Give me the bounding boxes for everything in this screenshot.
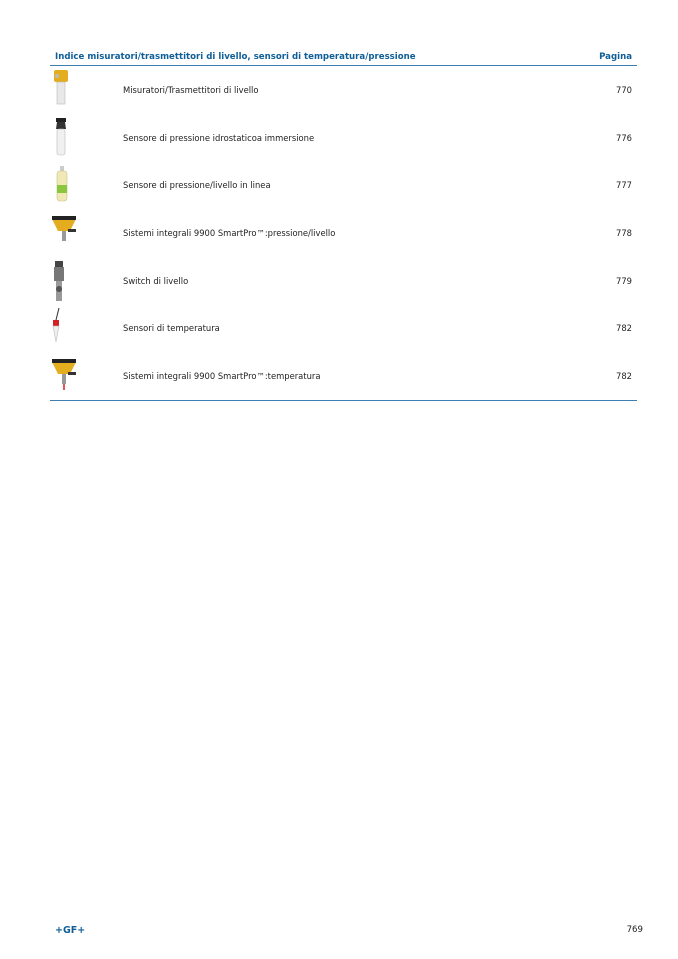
row-label: Switch di livello (123, 275, 189, 286)
index-row-inline-pressure[interactable] (50, 161, 637, 209)
row-label: Sensori di temperatura (123, 323, 220, 334)
smartpro-temperature-icon (50, 354, 80, 398)
index-row-smartpro-temperature[interactable] (50, 352, 637, 400)
index-row-level-transmitters[interactable] (50, 66, 637, 114)
row-label: Sensore di pressione/livello in linea (123, 180, 271, 191)
row-page: 770 (616, 84, 632, 95)
index-title: Indice misuratori/trasmettitori di livello, sensori di temperatura/pressione (55, 51, 416, 62)
row-page: 779 (616, 275, 632, 286)
row-page: 778 (616, 227, 632, 238)
index-bottom-rule (50, 400, 637, 401)
temperature-sensor-icon (50, 306, 80, 350)
page-column-header: Pagina (599, 51, 632, 62)
row-page: 782 (616, 370, 632, 381)
index-row-smartpro-pressure[interactable] (50, 209, 637, 257)
index-table (50, 49, 637, 401)
page-number: 769 (626, 925, 643, 935)
smartpro-transmitter-icon (50, 211, 80, 255)
row-label: Sistemi integrali 9900 SmartPro™:temperatura (123, 370, 321, 381)
row-label: Sistemi integrali 9900 SmartPro™:pressione/livello (123, 227, 336, 238)
inline-pressure-sensor-icon (50, 163, 80, 207)
row-page: 777 (616, 180, 632, 191)
gf-logo: +GF+ (55, 925, 86, 936)
level-switch-icon (50, 259, 80, 303)
index-header (50, 49, 637, 66)
index-row-level-switch[interactable] (50, 257, 637, 305)
row-page: 776 (616, 132, 632, 143)
level-transmitter-icon (50, 68, 80, 112)
index-row-submersible-pressure[interactable] (50, 114, 637, 162)
row-label: Misuratori/Trasmettitori di livello (123, 84, 259, 95)
submersible-pressure-sensor-icon (50, 116, 80, 160)
row-page: 782 (616, 323, 632, 334)
index-row-temperature[interactable] (50, 304, 637, 352)
row-label: Sensore di pressione idrostaticoa immersione (123, 132, 315, 143)
